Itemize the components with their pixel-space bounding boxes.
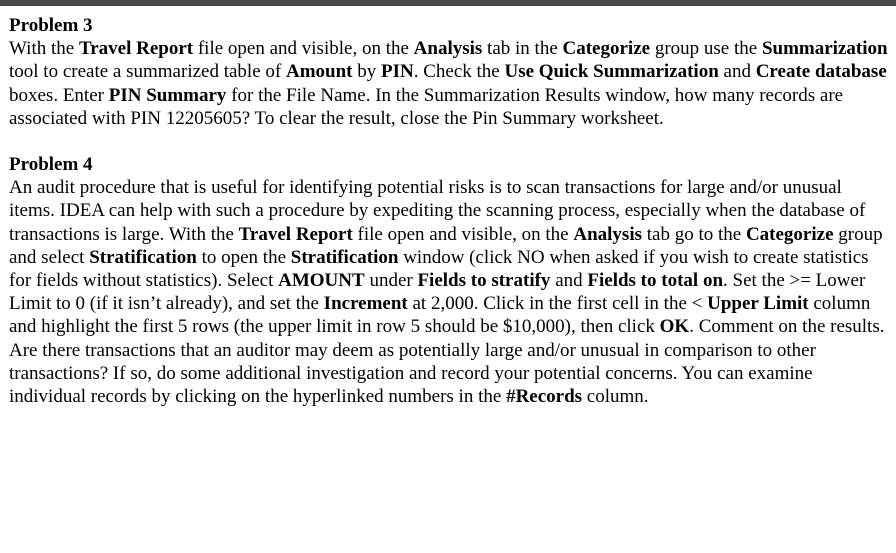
section-gap	[9, 130, 889, 153]
text-run: by	[352, 61, 381, 83]
bold-term: AMOUNT	[278, 270, 365, 292]
problem-4-heading: Problem 4	[9, 154, 93, 176]
bold-term: Categorize	[745, 223, 834, 245]
bold-term: Increment	[323, 293, 408, 315]
bold-term: PIN Summary	[108, 84, 227, 106]
text-run: boxes. Enter	[9, 84, 109, 106]
text-run: tool to create a summarized table of	[9, 61, 286, 83]
bold-term: Fields to total on	[587, 270, 724, 292]
problem-3-heading: Problem 3	[9, 15, 93, 36]
text-run: and	[550, 270, 588, 292]
text-run: . Comment on the results. Are there transactions that an auditor may deem as potentially large and/or unusual in comparison to other transactions? If so, do some additional investigation and record your potential concerns. You can examine individual records by clicking on the hyperlinked numbers in the	[9, 316, 885, 408]
problem-3-text	[9, 37, 889, 130]
text-run: file open and visible, on the	[352, 223, 574, 245]
text-run: under	[364, 270, 418, 292]
bold-term: Analysis	[413, 38, 483, 60]
text-run: . Set the >= Lower Limit to 0 (if it isn’t already), and set the	[9, 270, 866, 315]
text-run: at 2,000. Click in the first cell in the <	[407, 293, 708, 315]
bold-term: PIN	[380, 61, 414, 83]
text-run: file open and visible, on the	[193, 38, 414, 60]
bold-term: Summarization	[761, 38, 888, 60]
bold-term: OK	[659, 316, 690, 338]
text-run: tab in the	[482, 38, 563, 60]
text-run: to open the	[196, 246, 291, 268]
bold-term: #Records	[506, 386, 583, 408]
bold-term: Travel Report	[78, 38, 194, 60]
text-run: An audit procedure that is useful for identifying potential risks is to scan transactions for large and/or unusual items. IDEA can help with such a procedure by expediting the scanning process, especially when the database of transactions is large. With the	[9, 177, 866, 245]
bold-term: Categorize	[562, 38, 651, 60]
bold-term: Upper Limit	[707, 293, 809, 315]
bold-term: Travel Report	[238, 223, 353, 245]
text-run: and	[718, 61, 756, 83]
text-run: . Check the	[413, 61, 505, 83]
bold-term: Analysis	[573, 223, 642, 245]
bold-term: Create database	[755, 61, 887, 83]
text-run: tab go to the	[642, 223, 746, 245]
bold-term: Stratification	[290, 246, 399, 268]
bold-term: Fields to stratify	[417, 270, 551, 292]
text-run: group use the	[650, 38, 762, 60]
text-run: column and highlight the first 5 rows (the upper limit in row 5 should be $10,000), then click	[9, 293, 871, 338]
text-run: for the File Name. In the Summarization Results window, how many records are associated with PIN 12205605? To clear the result, close the Pin Summary worksheet.	[9, 84, 844, 129]
text-run: group and select	[9, 223, 883, 268]
text-run: column.	[582, 386, 649, 408]
text-run: With the	[9, 38, 79, 60]
top-border-bar	[0, 0, 896, 6]
text-run: window (click NO when asked if you wish to create statistics for fields without statistics). Select	[9, 246, 869, 292]
problem-4-text	[9, 176, 889, 408]
bold-term: Stratification	[89, 246, 197, 268]
document-body	[9, 14, 889, 408]
bold-term: Use Quick Summarization	[504, 61, 719, 83]
bold-term: Amount	[285, 61, 353, 83]
